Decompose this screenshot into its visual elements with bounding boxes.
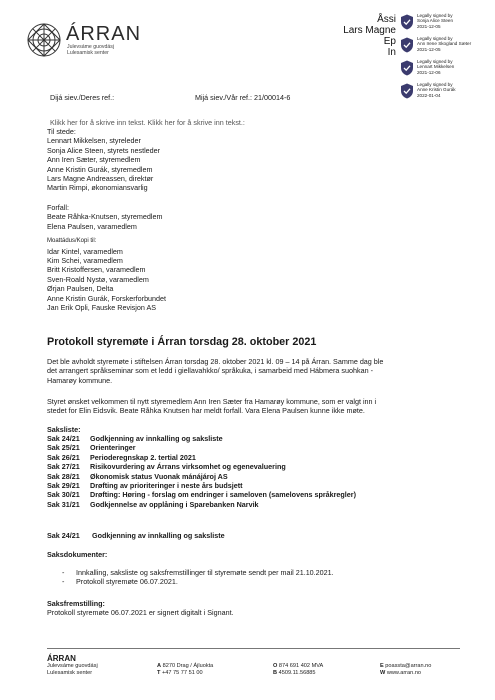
list-item: Britt Kristoffersen, varamedlem <box>47 265 146 275</box>
case-documents-list: - Innkalling, saksliste og saksfremstillinger til styremøte sendt per mail 21.10.2021. - Protokoll styremøte 06.07.2021. <box>62 568 334 587</box>
attendees-label: Til stede: <box>47 127 76 136</box>
list-item: Ørjan Paulsen, Delta <box>47 284 114 294</box>
list-item: Elena Paulsen, varamedlem <box>47 221 137 231</box>
signature-seal-icon <box>400 60 414 76</box>
attendees-list <box>47 127 160 193</box>
list-item: Jan Erik Opli, Fauske Revisjon AS <box>47 302 157 312</box>
list-item: Idar Kintel, varamedlem <box>47 246 123 256</box>
footer-org-name: ÁRRAN <box>47 654 76 663</box>
signature-badge: Legally signed by Lennart Mikkelsen 2021-12-06 <box>400 59 495 79</box>
email-link[interactable]: poassta@arran.no <box>385 663 432 669</box>
footer-web: E poassta@arran.no W www.arran.no <box>380 663 432 677</box>
list-item: Kim Schei, varamedlem <box>47 255 123 265</box>
case-presentation-text: Protokoll styremøte 06.07.2021 er signert digitalt i Signant. <box>47 608 234 617</box>
signature-seal-icon <box>400 37 414 53</box>
list-item: Sonja Alice Steen, styrets nestleder <box>47 145 161 155</box>
list-item: Lars Magne Andreassen, direktør <box>47 174 154 184</box>
signature-badge: Legally signed by Anne Kristin Gurák 2022-01-04 <box>400 82 495 102</box>
our-reference: Mijá siev./Vår ref.: 21/00014-6 <box>195 93 291 102</box>
footer-divider <box>47 648 460 649</box>
list-item: Sven-Roald Nystø, varamedlem <box>47 274 149 284</box>
placeholder-text[interactable]: Klikk her for å skrive inn tekst. Klikk her for å skrive inn tekst.: <box>50 118 245 127</box>
footer-contact: A 8270 Drag / Ájluokta T +47 75 77 51 00 <box>157 663 214 677</box>
list-item: Anne Kristin Gurák, styremedlem <box>47 164 153 174</box>
signature-badge: Legally signed by Ann Irene Skogland Sæter 2021-12-05 <box>400 36 495 56</box>
their-reference: Dijá siev./Deres ref.: <box>50 93 115 102</box>
agenda-label: Saksliste: <box>47 425 81 434</box>
signature-badge: Legally signed by Sonja Alice Steen 2021-12-05 <box>400 13 495 33</box>
welcome-paragraph: Styret ønsket velkommen til nytt styremedlem Ann Iren Sæter fra Hamarøy kommune, som er valgt inn i stedet for Elin Eidsvik. Beate Råhka Knutsen har meldt forfall. Vara Elena Paulsen kunne ikke møte. <box>47 397 377 416</box>
document-heading: Protokoll styremøte i Árran torsdag 28. oktober 2021 <box>47 336 317 348</box>
copy-to-label: Moattádus/Kopi til: <box>47 238 97 244</box>
intro-paragraph: Det ble avholdt styremøte i stiftelsen Árran torsdag 28. oktober 2021 kl. 09 – 14 på Árran. Samme dag ble det arrangert språkseminar som et ledd i giellavahkko/ språkuka, i samarbeid med Hábmera suohkan - Hamarøy kommune. <box>47 357 384 385</box>
absent-list <box>47 203 162 231</box>
copy-to-list <box>47 238 166 312</box>
list-item: Martin Rimpi, økonomiansvarlig <box>47 183 148 193</box>
list-item: Ann Iren Sæter, styremedlem <box>47 155 141 165</box>
absent-label: Forfall: <box>47 203 69 212</box>
case-presentation-label: Saksfremstilling: <box>47 599 105 608</box>
signer-names: Åssi Lars Magne Ep In <box>343 14 396 58</box>
case-heading: Sak 24/21 Godkjenning av innkalling og saksliste <box>47 531 225 540</box>
footer-org-info: O 874 691 402 MVA B 4509.11.56885 <box>273 663 324 677</box>
website-link[interactable]: www.arran.no <box>386 670 422 677</box>
case-documents-label: Saksdokumenter: <box>47 550 108 559</box>
agenda-list: Sak 24/21 Godkjenning av innkalling og saksliste Sak 25/21 Orienteringer Sak 26/21 Perioderegnskap 2. tertial 2021 Sak 27/21 Risikovurdering av Árrans virksomhet og egenevaluering Sak 28/21 Økonomisk status Vuonak mánájároj AS Sak 29/21 Drøfting av prioriteringer i neste års budsjett Sak 30/21 Drøfting: Høring - forslag om endringer i sameloven (samelovens språkregler) Sak 31/21 Godkjennelse av opplåning i Sparebanken Narvik <box>47 434 356 509</box>
footer-org-subtitle: Julevsáme guovdásj Lulesamisk senter <box>47 663 98 677</box>
signature-seal-icon <box>400 14 414 30</box>
list-item: Beate Råhka-Knutsen, styremedlem <box>47 212 163 222</box>
list-item: Anne Kristin Gurák, Forskerforbundet <box>47 293 167 303</box>
list-item: Lennart Mikkelsen, styreleder <box>47 136 141 146</box>
signature-seal-icon <box>400 83 414 99</box>
org-name: ÁRRAN <box>66 23 142 45</box>
arran-logo-icon <box>26 22 62 58</box>
org-subtitle: Julevsáme guovdásj Lulesamisk senter <box>67 44 115 57</box>
